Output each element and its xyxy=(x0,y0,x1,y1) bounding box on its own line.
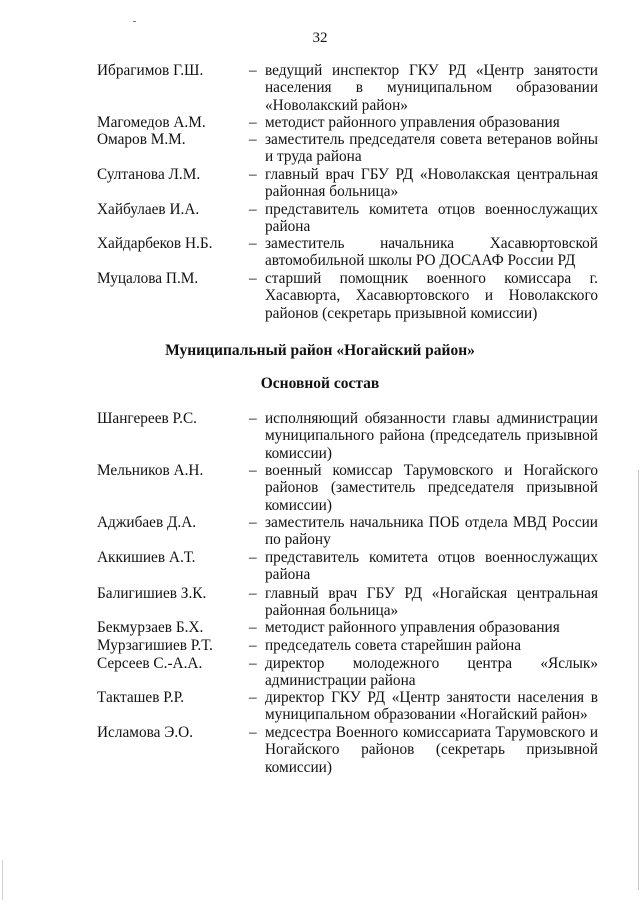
dash: – xyxy=(249,585,257,602)
member-name: Ибрагимов Г.Ш. xyxy=(97,62,204,79)
member-name: Аджибаев Д.А. xyxy=(97,514,197,531)
dash: – xyxy=(249,462,257,479)
dash: – xyxy=(249,410,257,427)
member-name: Магомедов А.М. xyxy=(97,114,206,131)
member-position: директор молодежного центра «Яслык» администрации района xyxy=(265,655,598,690)
member-position: главный врач ГБУ РД «Новолакская центральная районная больница» xyxy=(265,166,598,201)
member-position: председатель совета старейшин района xyxy=(265,637,521,654)
scan-mark xyxy=(133,21,136,22)
member-name: Мурзагишиев Р.Т. xyxy=(97,637,213,654)
member-name: Хайбулаев И.А. xyxy=(97,201,200,218)
member-position: исполняющий обязанности главы администрации муниципального района (председатель призывной комиссии) xyxy=(265,410,598,462)
member-position: ведущий инспектор ГКУ РД «Центр занятости населения в муниципальном образовании «Новолакский район» xyxy=(265,62,598,114)
member-name: Султанова Л.М. xyxy=(97,166,201,183)
dash: – xyxy=(249,655,257,672)
district-heading: Муниципальный район «Ногайский район» xyxy=(165,342,475,359)
member-name: Балигишиев З.К. xyxy=(97,585,207,602)
dash: – xyxy=(249,637,257,654)
member-name: Исламова Э.О. xyxy=(97,724,194,741)
dash: – xyxy=(249,270,257,287)
member-position: заместитель начальника Хасавюртовской автомобильной школы РО ДОСААФ России РД xyxy=(265,235,598,270)
member-name: Омаров М.М. xyxy=(97,131,186,148)
scan-edge xyxy=(638,470,639,890)
dash: – xyxy=(249,619,257,636)
member-name: Такташев Р.Р. xyxy=(97,689,185,706)
member-position: главный врач ГБУ РД «Ногайская центральная районная больница» xyxy=(265,585,598,620)
dash: – xyxy=(249,689,257,706)
member-position: военный комиссар Тарумовского и Ногайского районов (заместитель председателя призывной комиссии) xyxy=(265,462,598,514)
member-position: заместитель начальника ПОБ отдела МВД России по району xyxy=(265,514,598,549)
member-position: методист районного управления образования xyxy=(265,114,560,131)
member-name: Мельников А.Н. xyxy=(97,462,204,479)
member-position: медсестра Военного комиссариата Тарумовского и Ногайского районов (секретарь призывной комиссии) xyxy=(265,724,598,776)
dash: – xyxy=(249,166,257,183)
dash: – xyxy=(249,514,257,531)
member-name: Бекмурзаев Б.Х. xyxy=(97,619,204,636)
dash: – xyxy=(249,114,257,131)
member-position: старший помощник военного комиссара г. Хасавюрта, Хасавюртовского и Новолакского районов (секретарь призывной комиссии) xyxy=(265,270,598,322)
dash: – xyxy=(249,549,257,566)
member-position: директор ГКУ РД «Центр занятости населения в муниципальном образовании «Ногайский район» xyxy=(265,689,598,724)
dash: – xyxy=(249,201,257,218)
member-position: представитель комитета отцов военнослужащих района xyxy=(265,201,598,236)
member-name: Хайдарбеков Н.Б. xyxy=(97,235,213,252)
member-name: Муцалова П.М. xyxy=(97,270,199,287)
scan-edge xyxy=(2,860,3,900)
dash: – xyxy=(249,724,257,741)
composition-heading: Основной состав xyxy=(260,375,380,392)
member-position: представитель комитета отцов военнослужащих района xyxy=(265,549,598,584)
member-name: Серсеев С.-А.А. xyxy=(97,655,203,672)
dash: – xyxy=(249,131,257,148)
member-name: Аккишиев А.Т. xyxy=(97,549,196,566)
dash: – xyxy=(249,235,257,252)
member-position: заместитель председателя совета ветеранов войны и труда района xyxy=(265,131,598,166)
member-position: методист районного управления образования xyxy=(265,619,560,636)
member-name: Шангереев Р.С. xyxy=(97,410,197,427)
page-number: 32 xyxy=(312,30,328,46)
dash: – xyxy=(249,62,257,79)
